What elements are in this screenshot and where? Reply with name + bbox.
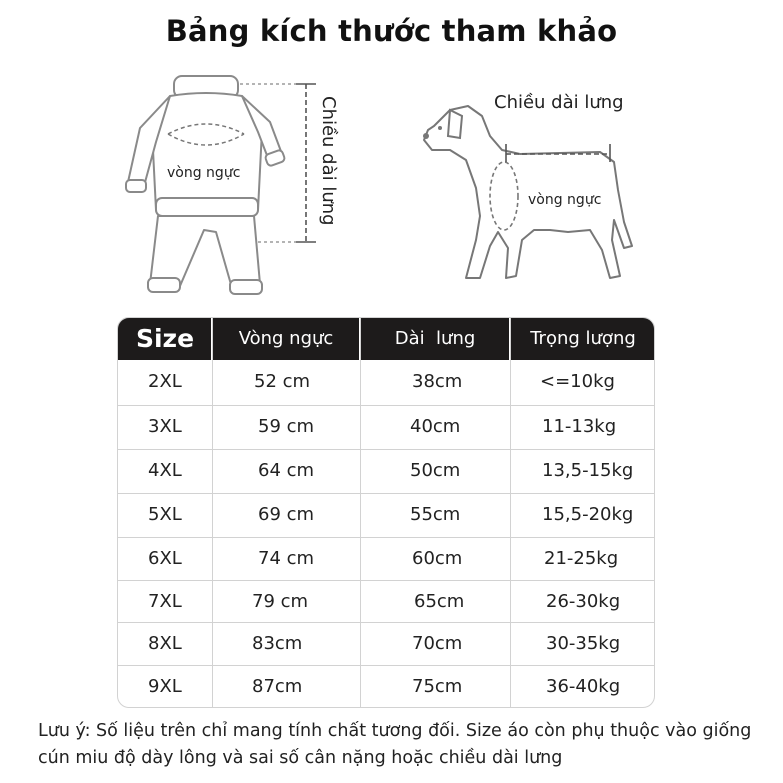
chest-cell: 87cm — [252, 676, 303, 697]
header-chest: Vòng ngực — [238, 328, 334, 349]
table-row — [118, 537, 654, 581]
size-cell: 9XL — [148, 676, 182, 697]
garment-illustration — [120, 70, 340, 310]
header-size: Size — [135, 324, 195, 353]
back-length-cell: 70cm — [412, 633, 463, 654]
table-header — [118, 318, 654, 360]
size-table — [117, 317, 655, 708]
dog-back-length-label: Chiều dài lưng — [494, 92, 624, 113]
table-row — [118, 449, 654, 493]
weight-cell: 36-40kg — [546, 676, 621, 697]
garment-back-length-label: Chiều dài lưng — [318, 96, 339, 226]
back-length-cell: 60cm — [412, 548, 463, 569]
weight-cell: 15,5-20kg — [542, 504, 634, 525]
weight-cell: 21-25kg — [544, 548, 619, 569]
table-row — [118, 622, 654, 666]
chest-cell: 69 cm — [258, 504, 315, 525]
size-cell: 4XL — [148, 460, 182, 481]
size-cell: 6XL — [148, 548, 182, 569]
back-length-cell: 75cm — [412, 676, 463, 697]
table-row — [118, 665, 654, 708]
chest-cell: 74 cm — [258, 548, 315, 569]
weight-cell: 11-13kg — [542, 416, 617, 437]
disclaimer-note: Lưu ý: Số liệu trên chỉ mang tính chất tương đối. Size áo còn phụ thuộc vào giống cún miu độ dày lông và sai số cân nặng hoặc chiều dài lưng — [38, 721, 752, 768]
size-cell: 8XL — [148, 633, 182, 654]
garment-chest-label: vòng ngực — [167, 165, 241, 181]
weight-cell: <=10kg — [540, 371, 615, 392]
chest-cell: 64 cm — [258, 460, 315, 481]
back-length-cell: 38cm — [412, 371, 463, 392]
weight-cell: 30-35kg — [546, 633, 621, 654]
chest-cell: 83cm — [252, 633, 303, 654]
back-length-cell: 40cm — [410, 416, 461, 437]
chest-cell: 79 cm — [252, 591, 309, 612]
header-back-length: Dài lưng — [394, 328, 476, 349]
table-row — [118, 493, 654, 537]
header-weight: Trọng lượng — [530, 328, 636, 349]
dog-chest-label: vòng ngực — [528, 192, 602, 208]
table-row — [118, 580, 654, 624]
chest-cell: 52 cm — [254, 371, 311, 392]
back-length-cell: 65cm — [414, 591, 465, 612]
weight-cell: 26-30kg — [546, 591, 621, 612]
page-title: Bảng kích thước tham khảo — [165, 14, 618, 48]
weight-cell: 13,5-15kg — [542, 460, 634, 481]
size-cell: 7XL — [148, 591, 182, 612]
back-length-cell: 55cm — [410, 504, 461, 525]
size-cell: 3XL — [148, 416, 182, 437]
size-cell: 5XL — [148, 504, 182, 525]
back-length-cell: 50cm — [410, 460, 461, 481]
table-row — [118, 360, 654, 404]
chest-cell: 59 cm — [258, 416, 315, 437]
table-row — [118, 405, 654, 449]
size-cell: 2XL — [148, 371, 182, 392]
